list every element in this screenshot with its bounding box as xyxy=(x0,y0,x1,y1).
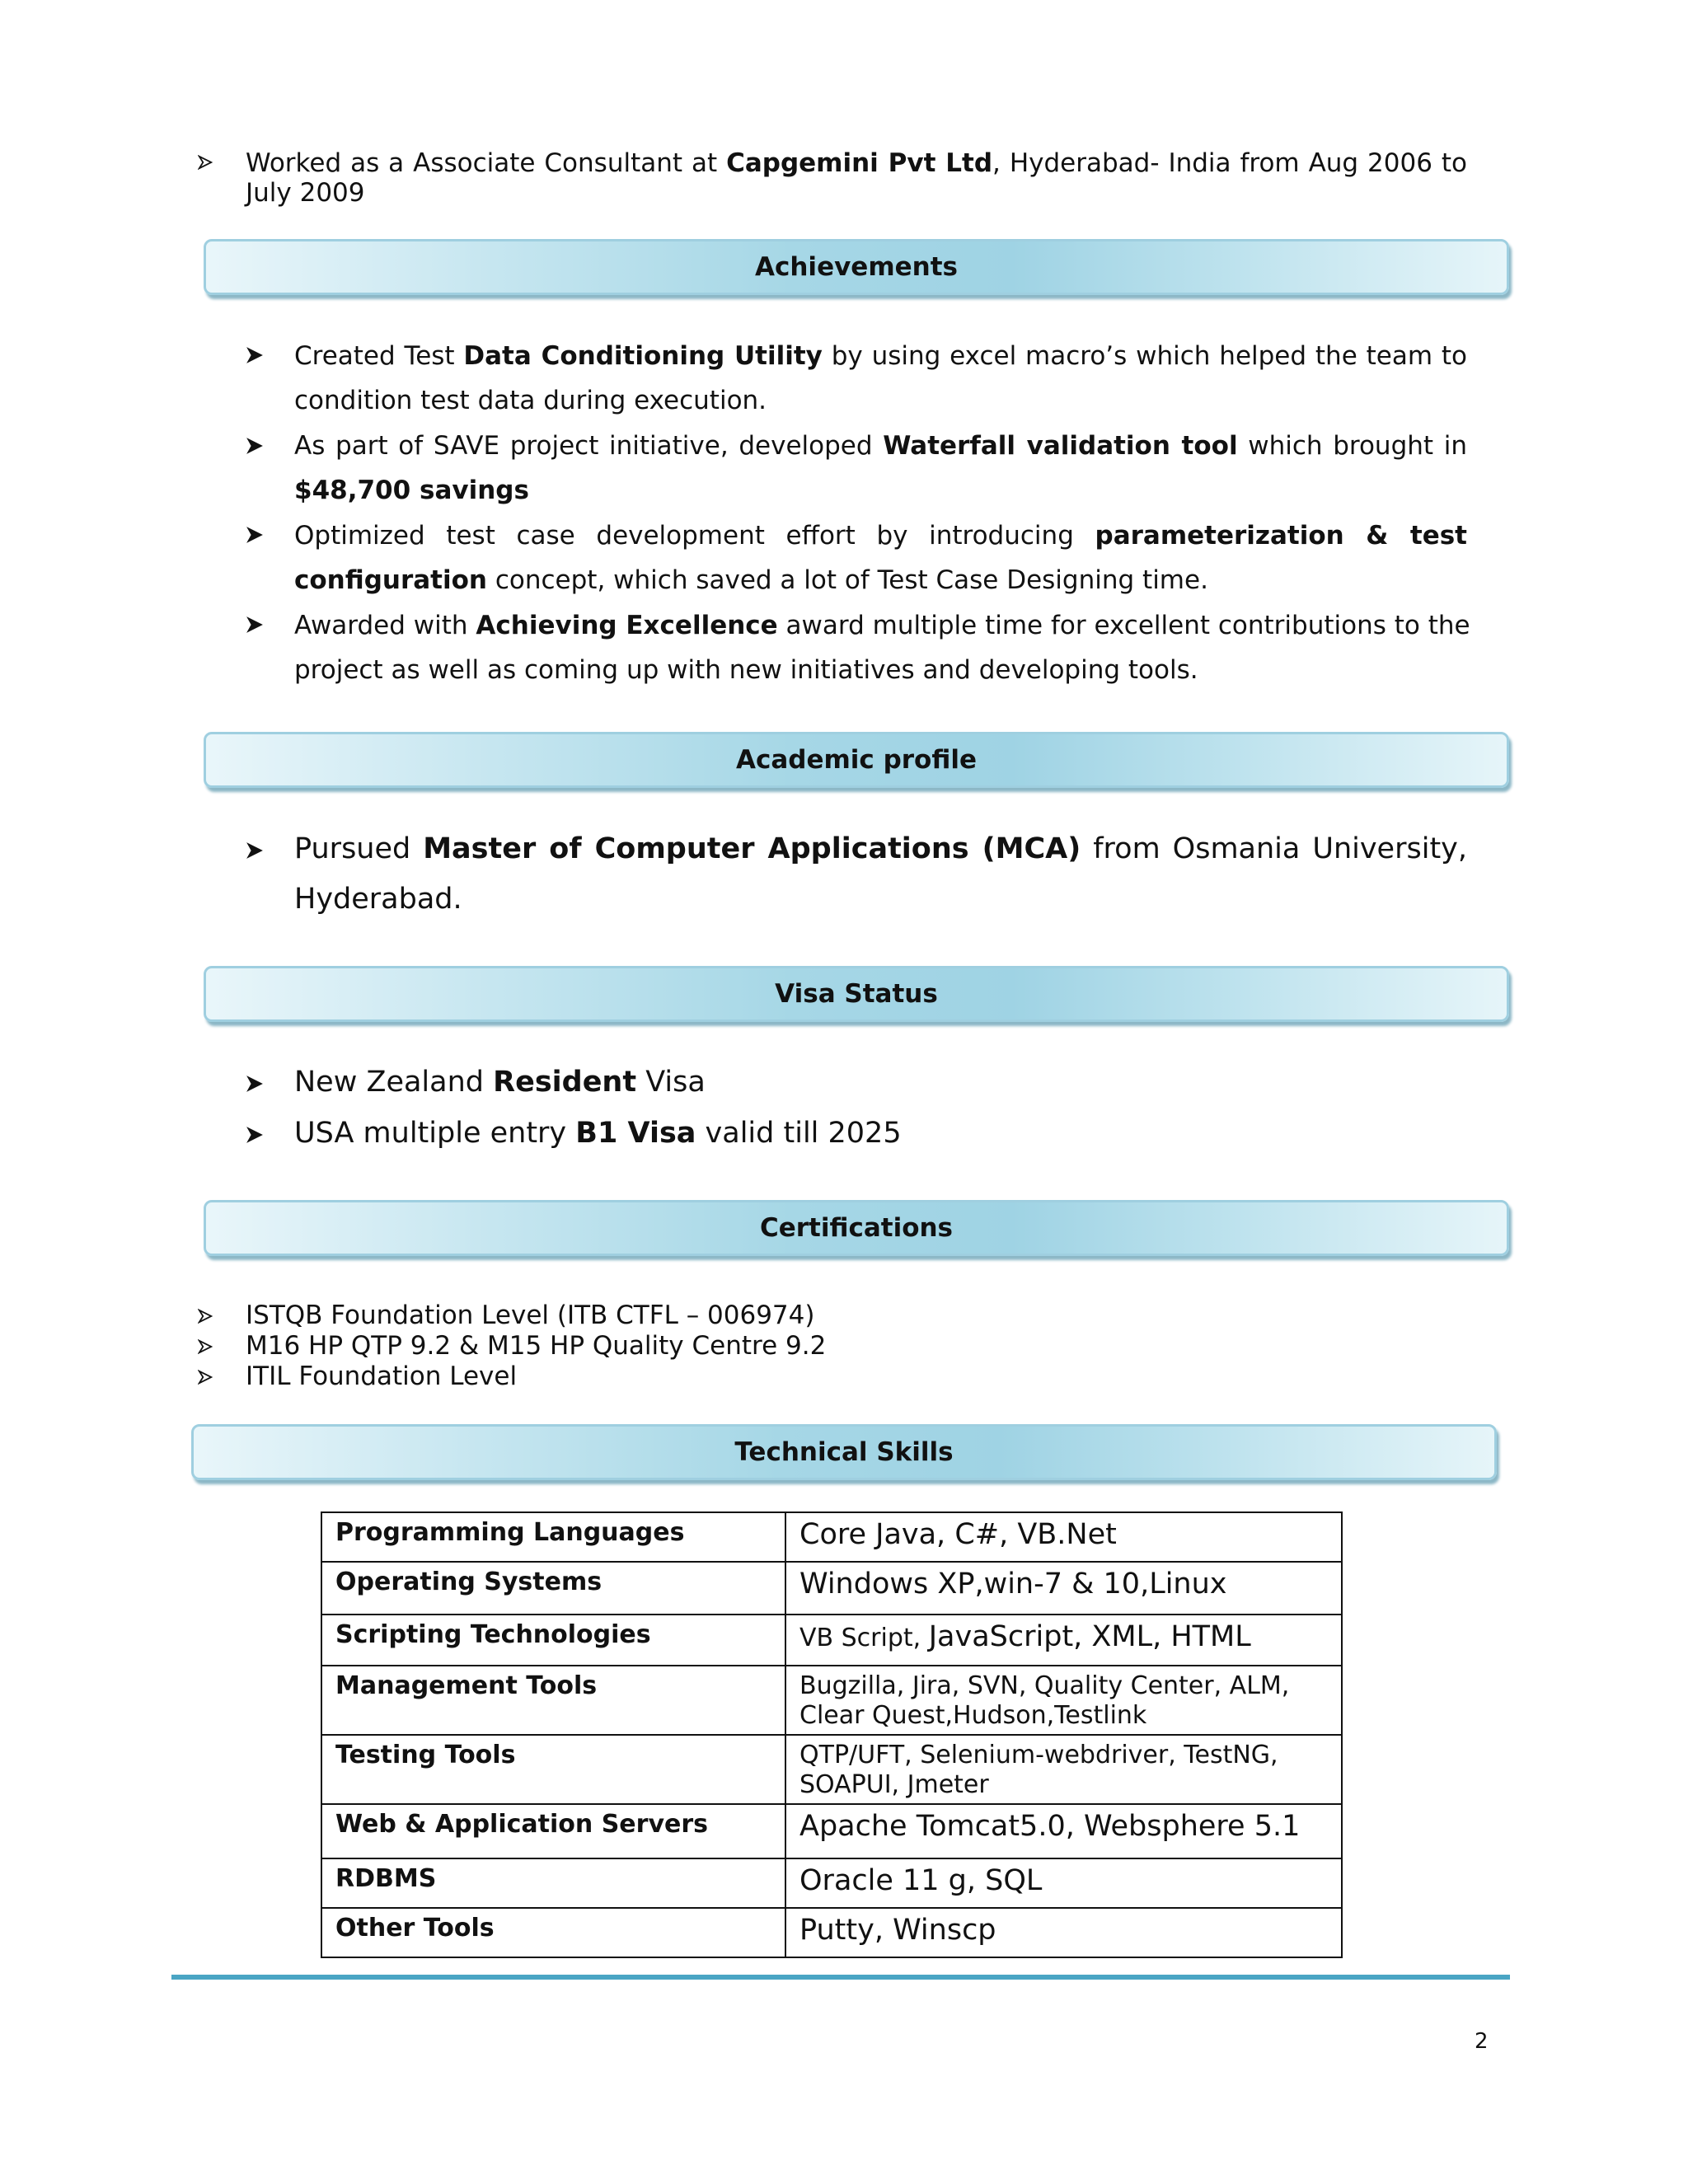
arrowhead-bullet-icon xyxy=(246,841,264,860)
section-header-academic: Academic profile xyxy=(204,732,1509,788)
skill-value: Bugzilla, Jira, SVN, Quality Center, ALM, Clear Quest,Hudson,Testlink xyxy=(785,1666,1342,1735)
section-header-visa: Visa Status xyxy=(204,966,1509,1022)
achievement-2-line-1: As part of SAVE project initiative, developed Waterfall validation tool which brought in xyxy=(294,431,1467,461)
certification-item: ISTQB Foundation Level (ITB CTFL – 006974) xyxy=(246,1301,815,1330)
arrowhead-bullet-icon xyxy=(198,1339,213,1354)
footer-rule xyxy=(171,1975,1510,1980)
table-row xyxy=(321,1858,1342,1908)
company-name: Capgemini Pvt Ltd xyxy=(726,148,993,178)
skill-value: Putty, Winscp xyxy=(785,1908,1342,1957)
skill-value: Core Java, C#, VB.Net xyxy=(785,1512,1342,1562)
achievement-1-line-1: Created Test Data Conditioning Utility by using excel macro’s which helped the team to xyxy=(294,341,1467,371)
experience-line-2: July 2009 xyxy=(246,178,365,208)
table-row xyxy=(321,1615,1342,1666)
skill-category: Operating Systems xyxy=(321,1562,785,1615)
skill-value: VB Script, JavaScript, XML, HTML xyxy=(785,1615,1342,1666)
certification-item: ITIL Foundation Level xyxy=(246,1361,518,1391)
arrowhead-bullet-icon xyxy=(246,616,264,634)
arrowhead-bullet-icon xyxy=(246,1126,264,1144)
skill-value: Apache Tomcat5.0, Websphere 5.1 xyxy=(785,1804,1342,1858)
arrowhead-bullet-icon xyxy=(198,1370,213,1385)
experience-line-1: Worked as a Associate Consultant at Capgemini Pvt Ltd, Hyderabad- India from Aug 2006 to xyxy=(246,148,1467,178)
table-row xyxy=(321,1735,1342,1804)
technical-skills-table xyxy=(321,1511,1343,1958)
visa-item-2: USA multiple entry B1 Visa valid till 2025 xyxy=(294,1117,902,1150)
section-header-technical-skills: Technical Skills xyxy=(191,1424,1497,1480)
skill-category: Testing Tools xyxy=(321,1735,785,1804)
achievement-2-line-2: $48,700 savings xyxy=(294,476,529,505)
skill-value: Oracle 11 g, SQL xyxy=(785,1858,1342,1908)
achievement-3-line-1: Optimized test case development effort by introducing parameterization & test xyxy=(294,521,1467,551)
section-header-achievements: Achievements xyxy=(204,239,1509,295)
table-row xyxy=(321,1562,1342,1615)
achievement-4-line-2: project as well as coming up with new initiatives and developing tools. xyxy=(294,655,1198,685)
table-row xyxy=(321,1804,1342,1858)
visa-item-1: New Zealand Resident Visa xyxy=(294,1066,706,1099)
achievement-1-line-2: condition test data during execution. xyxy=(294,386,767,415)
arrowhead-bullet-icon xyxy=(246,346,264,364)
arrowhead-bullet-icon xyxy=(246,526,264,544)
arrowhead-bullet-icon xyxy=(198,155,213,170)
section-header-certifications: Certifications xyxy=(204,1200,1509,1256)
skill-value: QTP/UFT, Selenium-webdriver, TestNG, SOAPUI, Jmeter xyxy=(785,1735,1342,1804)
page-number: 2 xyxy=(1475,2029,1489,2054)
certification-item: M16 HP QTP 9.2 & M15 HP Quality Centre 9.2 xyxy=(246,1331,827,1361)
table-row xyxy=(321,1512,1342,1562)
achievement-3-line-2: configuration concept, which saved a lot of Test Case Designing time. xyxy=(294,565,1208,595)
academic-line-1: Pursued Master of Computer Applications (MCA) from Osmania University, xyxy=(294,832,1468,865)
skill-category: Web & Application Servers xyxy=(321,1804,785,1858)
table-row xyxy=(321,1666,1342,1735)
table-row xyxy=(321,1908,1342,1957)
arrowhead-bullet-icon xyxy=(246,437,264,455)
arrowhead-bullet-icon xyxy=(198,1309,213,1324)
arrowhead-bullet-icon xyxy=(246,1075,264,1093)
skill-category: Other Tools xyxy=(321,1908,785,1957)
skill-category: Scripting Technologies xyxy=(321,1615,785,1666)
skill-category: Programming Languages xyxy=(321,1512,785,1562)
academic-line-2: Hyderabad. xyxy=(294,883,462,916)
achievement-4-line-1: Awarded with Achieving Excellence award multiple time for excellent contributions to the xyxy=(294,611,1470,640)
skill-category: RDBMS xyxy=(321,1858,785,1908)
skill-value: Windows XP,win-7 & 10,Linux xyxy=(785,1562,1342,1615)
skill-category: Management Tools xyxy=(321,1666,785,1735)
